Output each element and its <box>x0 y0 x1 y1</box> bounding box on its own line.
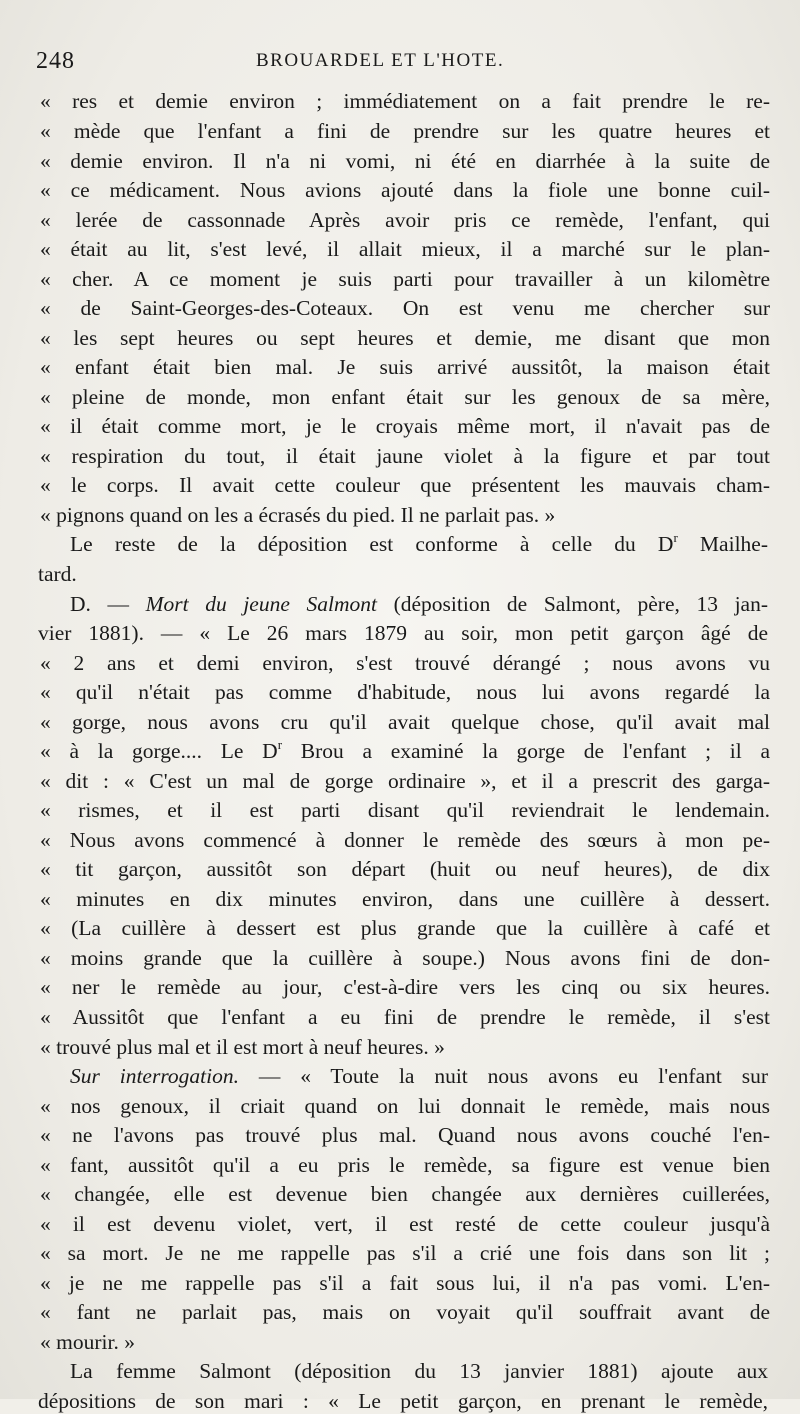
text-line-rich: « à la gorge.... Le $D^r$ Brou a examiné la gorge de l'enfant ; il a <box>40 738 770 763</box>
text-line: dépositions de son mari : « Le petit garçon, en prenant le remède, <box>38 1389 768 1413</box>
text-line: « était au lit, s'est levé, il allait mieux, il a marché sur le plan- <box>40 237 770 261</box>
text-line: « sa mort. Je ne me rappelle pas s'il a crié une fois dans son lit ; <box>40 1241 770 1265</box>
text-line: « cher. A ce moment je suis parti pour travailler à un kilomètre <box>40 267 770 291</box>
text-line: « (La cuillère à dessert est plus grande que la cuillère à café et <box>40 916 770 940</box>
text-line-rich: Sur interrogation. — « Toute la nuit nous avons eu l'enfant sur <box>70 1064 768 1088</box>
text-line: La femme Salmont (déposition du 13 janvier 1881) ajoute aux <box>70 1359 768 1383</box>
text-line: « trouvé plus mal et il est mort à neuf heures. » <box>40 1035 445 1059</box>
text-line: « changée, elle est devenue bien changée aux dernières cuillerées, <box>40 1182 770 1206</box>
text-line: « de Saint-Georges-des-Coteaux. On est venu me chercher sur <box>40 296 770 320</box>
text-line: « il est devenu violet, vert, il est resté de cette couleur jusqu'à <box>40 1212 770 1236</box>
text-line: « fant, aussitôt qu'il a eu pris le remède, sa figure est venue bien <box>40 1153 770 1177</box>
text-line: « res et demie environ ; immédiatement on a fait prendre le re- <box>40 89 770 113</box>
running-head: BROUARDEL ET L'HOTE. <box>256 50 505 71</box>
text-line: « moins grande que la cuillère à soupe.) Nous avons fini de don- <box>40 946 770 970</box>
text-line: « je ne me rappelle pas s'il a fait sous lui, il n'a pas vomi. L'en- <box>40 1271 770 1295</box>
text-line: « fant ne parlait pas, mais on voyait qu'il souffrait avant de <box>40 1300 770 1324</box>
text-line: « Nous avons commencé à donner le remède des sœurs à mon pe- <box>40 828 770 852</box>
text-line: « il était comme mort, je le croyais même mort, il n'avait pas de <box>40 414 770 438</box>
text-line: « ce médicament. Nous avions ajouté dans la fiole une bonne cuil- <box>40 178 770 202</box>
text-line: « rismes, et il est parti disant qu'il reviendrait le lendemain. <box>40 798 770 822</box>
text-line: « Aussitôt que l'enfant a eu fini de prendre le remède, il s'est <box>40 1005 770 1029</box>
text-line: « gorge, nous avons cru qu'il avait quelque chose, qu'il avait mal <box>40 710 770 734</box>
text-line: « mède que l'enfant a fini de prendre sur les quatre heures et <box>40 119 770 143</box>
text-line: « enfant était bien mal. Je suis arrivé aussitôt, la maison était <box>40 355 770 379</box>
text-line-rich: D. — Mort du jeune Salmont (déposition de Salmont, père, 13 jan- <box>70 592 768 616</box>
text-line: « lerée de cassonnade Après avoir pris ce remède, l'enfant, qui <box>40 208 770 232</box>
text-line: « 2 ans et demi environ, s'est trouvé dérangé ; nous avons vu <box>40 651 770 675</box>
text-line: « dit : « C'est un mal de gorge ordinaire », et il a prescrit des garga- <box>40 769 770 793</box>
text-line: « le corps. Il avait cette couleur que présentent les mauvais cham- <box>40 473 770 497</box>
text-line: « qu'il n'était pas comme d'habitude, nous lui avons regardé la <box>40 680 770 704</box>
text-line: « demie environ. Il n'a ni vomi, ni été en diarrhée à la suite de <box>40 149 770 173</box>
page-header <box>36 48 770 80</box>
text-line: « nos genoux, il criait quand on lui donnait le remède, mais nous <box>40 1094 770 1118</box>
text-line: vier 1881). — « Le 26 mars 1879 au soir, mon petit garçon âgé de <box>38 621 768 645</box>
text-line: « ner le remède au jour, c'est-à-dire vers les cinq ou six heures. <box>40 975 770 999</box>
text-line: « minutes en dix minutes environ, dans une cuillère à dessert. <box>40 887 770 911</box>
text-line: « pignons quand on les a écrasés du pied. Il ne parlait pas. » <box>40 503 556 527</box>
text-line: « respiration du tout, il était jaune violet à la figure et par tout <box>40 444 770 468</box>
page-number: 248 <box>36 48 75 74</box>
text-line: « pleine de monde, mon enfant était sur les genoux de sa mère, <box>40 385 770 409</box>
text-line: tard. <box>38 562 77 586</box>
text-line-rich: Le reste de la déposition est conforme à celle du $D^r$ Mailhe- <box>70 531 768 556</box>
text-line: « les sept heures ou sept heures et demie, me disant que mon <box>40 326 770 350</box>
text-line: « mourir. » <box>40 1330 135 1354</box>
text-line: « ne l'avons pas trouvé plus mal. Quand nous avons couché l'en- <box>40 1123 770 1147</box>
text-line: « tit garçon, aussitôt son départ (huit ou neuf heures), de dix <box>40 857 770 881</box>
